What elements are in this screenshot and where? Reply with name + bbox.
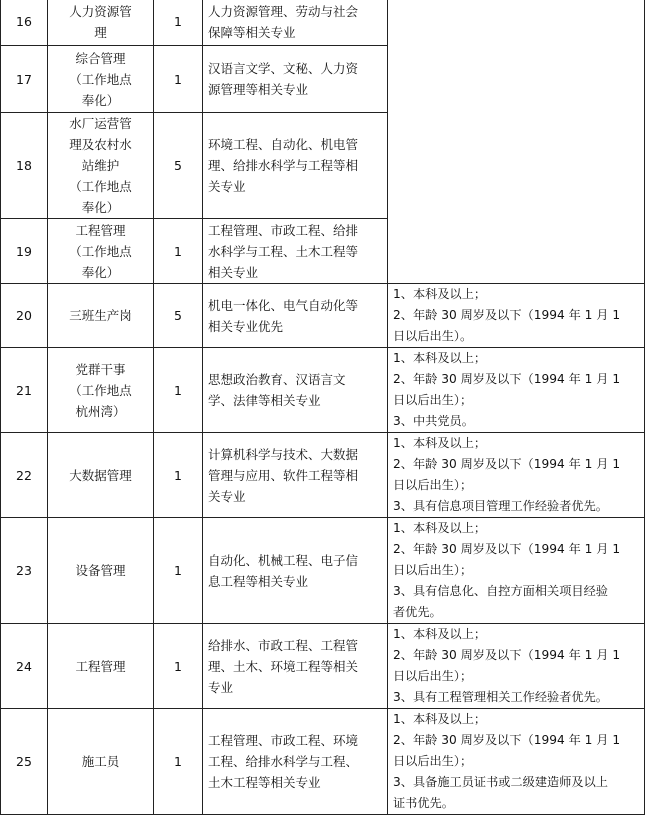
position-name-line: 水厂运营管 [69, 116, 132, 131]
position-name [48, 348, 154, 433]
other-requirements-line: 2、年龄 30 周岁及以下（1994 年 1 月 1 [393, 308, 621, 322]
major-requirement [203, 518, 388, 624]
major-requirement [203, 284, 388, 348]
major-requirement-line: 汉语言文学、文秘、人力资 [208, 61, 359, 76]
table-row [1, 219, 645, 284]
position-name-line: 奉化） [81, 92, 120, 108]
other-requirements [388, 624, 645, 709]
position-name-line: （工作地点 [69, 179, 132, 194]
other-requirements-line: 1、本科及以上； [393, 627, 487, 641]
position-name-line: （工作地点 [69, 243, 132, 259]
other-requirements-line: 日以后出生）； [393, 478, 473, 492]
row-number: 18 [1, 113, 48, 219]
other-requirements [388, 518, 645, 624]
table-row [1, 113, 645, 219]
major-requirement-line: 相关专业优先 [208, 318, 284, 334]
other-requirements-line: 日以后出生）； [393, 754, 473, 768]
major-requirement [203, 219, 388, 284]
position-name-line: 理及农村水 [69, 137, 132, 152]
row-number: 25 [1, 709, 48, 815]
position-name [48, 433, 154, 518]
other-requirements-line: 2、年龄 30 周岁及以下（1994 年 1 月 1 [393, 372, 621, 386]
headcount: 5 [154, 284, 203, 348]
position-name [48, 219, 154, 284]
other-requirements-line: 1、本科及以上； [393, 712, 487, 726]
other-requirements-line: 日以后出生）； [393, 563, 473, 577]
major-requirement [203, 348, 388, 433]
major-requirement-line: 关专业 [208, 488, 246, 504]
position-name-line: 理 [94, 24, 107, 40]
position-name [48, 709, 154, 815]
table-body [1, 0, 645, 815]
row-number: 19 [1, 219, 48, 284]
position-name-line: 奉化） [81, 264, 120, 280]
other-requirements [388, 284, 645, 348]
headcount: 1 [154, 433, 203, 518]
position-name-line: （工作地点 [69, 71, 132, 87]
major-requirement-line: 学、法律等相关专业 [208, 393, 321, 408]
other-requirements [388, 709, 645, 815]
table-row [1, 709, 645, 815]
major-requirement-line: 管理与应用、软件工程等相 [208, 467, 359, 483]
major-requirement-line: 水科学与工程、土木工程等 [208, 243, 359, 259]
major-requirement-line: 保障等相关专业 [208, 24, 296, 40]
headcount: 5 [154, 113, 203, 219]
table-row [1, 624, 645, 709]
major-requirement-line: 给排水、市政工程、工程管 [208, 637, 359, 653]
other-requirements [388, 348, 645, 433]
major-requirement-line: 息工程等相关专业 [208, 573, 309, 589]
other-requirements [388, 113, 645, 219]
table-row [1, 46, 645, 113]
other-requirements-line: 1、本科及以上； [393, 521, 487, 535]
table-row [1, 433, 645, 518]
major-requirement-line: 环境工程、自动化、机电管 [208, 137, 359, 152]
other-requirements-line: 2、年龄 30 周岁及以下（1994 年 1 月 1 [393, 648, 621, 662]
position-name-line: 大数据管理 [69, 467, 132, 483]
major-requirement-line: 人力资源管理、劳动与社会 [208, 3, 359, 19]
headcount: 1 [154, 0, 203, 46]
other-requirements-line: 日以后出生）； [393, 393, 473, 407]
other-requirements-line: 3、具备施工员证书或二级建造师及以上 [393, 775, 608, 789]
row-number: 17 [1, 46, 48, 113]
row-number: 21 [1, 348, 48, 433]
other-requirements-line: 2、年龄 30 周岁及以下（1994 年 1 月 1 [393, 457, 621, 471]
position-name-line: 三班生产岗 [69, 308, 132, 323]
row-number: 23 [1, 518, 48, 624]
headcount: 1 [154, 518, 203, 624]
position-name-line: 党群干事 [75, 361, 126, 377]
position-name [48, 284, 154, 348]
position-name-line: （工作地点 [69, 382, 132, 398]
position-name-line: 工程管理 [75, 222, 126, 238]
major-requirement [203, 0, 388, 46]
other-requirements-line: 者优先。 [393, 605, 442, 619]
major-requirement [203, 433, 388, 518]
position-name [48, 518, 154, 624]
major-requirement [203, 709, 388, 815]
position-name [48, 0, 154, 46]
row-number: 20 [1, 284, 48, 348]
other-requirements-line: 1、本科及以上； [393, 287, 487, 301]
major-requirement-line: 相关专业 [208, 264, 259, 280]
other-requirements-line: 1、本科及以上； [393, 351, 487, 365]
headcount: 1 [154, 46, 203, 113]
position-name-line: 工程管理 [75, 658, 126, 674]
other-requirements-line: 证书优先。 [393, 796, 454, 810]
major-requirement-line: 关专业 [208, 179, 246, 194]
major-requirement-line: 理、给排水科学与工程等相 [208, 158, 359, 173]
position-name-line: 站维护 [81, 158, 120, 173]
row-number: 22 [1, 433, 48, 518]
major-requirement-line: 工程管理、市政工程、给排 [208, 222, 359, 238]
other-requirements-line: 3、具有信息化、自控方面相关项目经验 [393, 584, 608, 598]
other-requirements [388, 0, 645, 46]
major-requirement [203, 624, 388, 709]
table-row [1, 0, 645, 46]
other-requirements-line: 2、年龄 30 周岁及以下（1994 年 1 月 1 [393, 542, 621, 556]
table-row [1, 348, 645, 433]
other-requirements-line: 2、年龄 30 周岁及以下（1994 年 1 月 1 [393, 733, 621, 747]
major-requirement-line: 理、土木、环境工程等相关 [208, 658, 359, 674]
other-requirements-line: 3、具有信息项目管理工作经验者优先。 [393, 499, 608, 513]
row-number: 16 [1, 0, 48, 46]
major-requirement-line: 源管理等相关专业 [208, 82, 309, 97]
headcount: 1 [154, 348, 203, 433]
other-requirements-line: 日以后出生）。 [393, 329, 473, 343]
major-requirement-line: 工程管理、市政工程、环境 [208, 733, 359, 748]
headcount: 1 [154, 624, 203, 709]
position-name [48, 113, 154, 219]
other-requirements [388, 46, 645, 113]
position-name-line: 综合管理 [75, 50, 126, 66]
major-requirement-line: 专业 [208, 679, 234, 695]
other-requirements-line: 1、本科及以上； [393, 436, 487, 450]
headcount: 1 [154, 709, 203, 815]
major-requirement [203, 46, 388, 113]
other-requirements-line: 3、中共党员。 [393, 414, 474, 428]
headcount: 1 [154, 219, 203, 284]
table-row [1, 518, 645, 624]
major-requirement-line: 工程、给排水科学与工程、 [208, 754, 359, 769]
position-name [48, 624, 154, 709]
major-requirement [203, 113, 388, 219]
position-name-line: 施工员 [81, 754, 120, 769]
major-requirement-line: 自动化、机械工程、电子信 [208, 552, 359, 568]
row-number: 24 [1, 624, 48, 709]
major-requirement-line: 机电一体化、电气自动化等 [208, 297, 359, 313]
position-name-line: 奉化） [81, 200, 120, 215]
other-requirements [388, 433, 645, 518]
other-requirements [388, 219, 645, 284]
major-requirement-line: 土木工程等相关专业 [208, 775, 321, 790]
other-requirements-line: 3、具有工程管理相关工作经验者优先。 [393, 690, 608, 704]
other-requirements-line: 日以后出生）； [393, 669, 473, 683]
major-requirement-line: 计算机科学与技术、大数据 [208, 446, 359, 462]
major-requirement-line: 思想政治教育、汉语言文 [208, 372, 346, 387]
position-name-line: 设备管理 [75, 563, 126, 578]
position-name-line: 人力资源管 [69, 3, 132, 19]
table-row [1, 284, 645, 348]
position-name [48, 46, 154, 113]
position-name-line: 杭州湾） [75, 403, 126, 419]
